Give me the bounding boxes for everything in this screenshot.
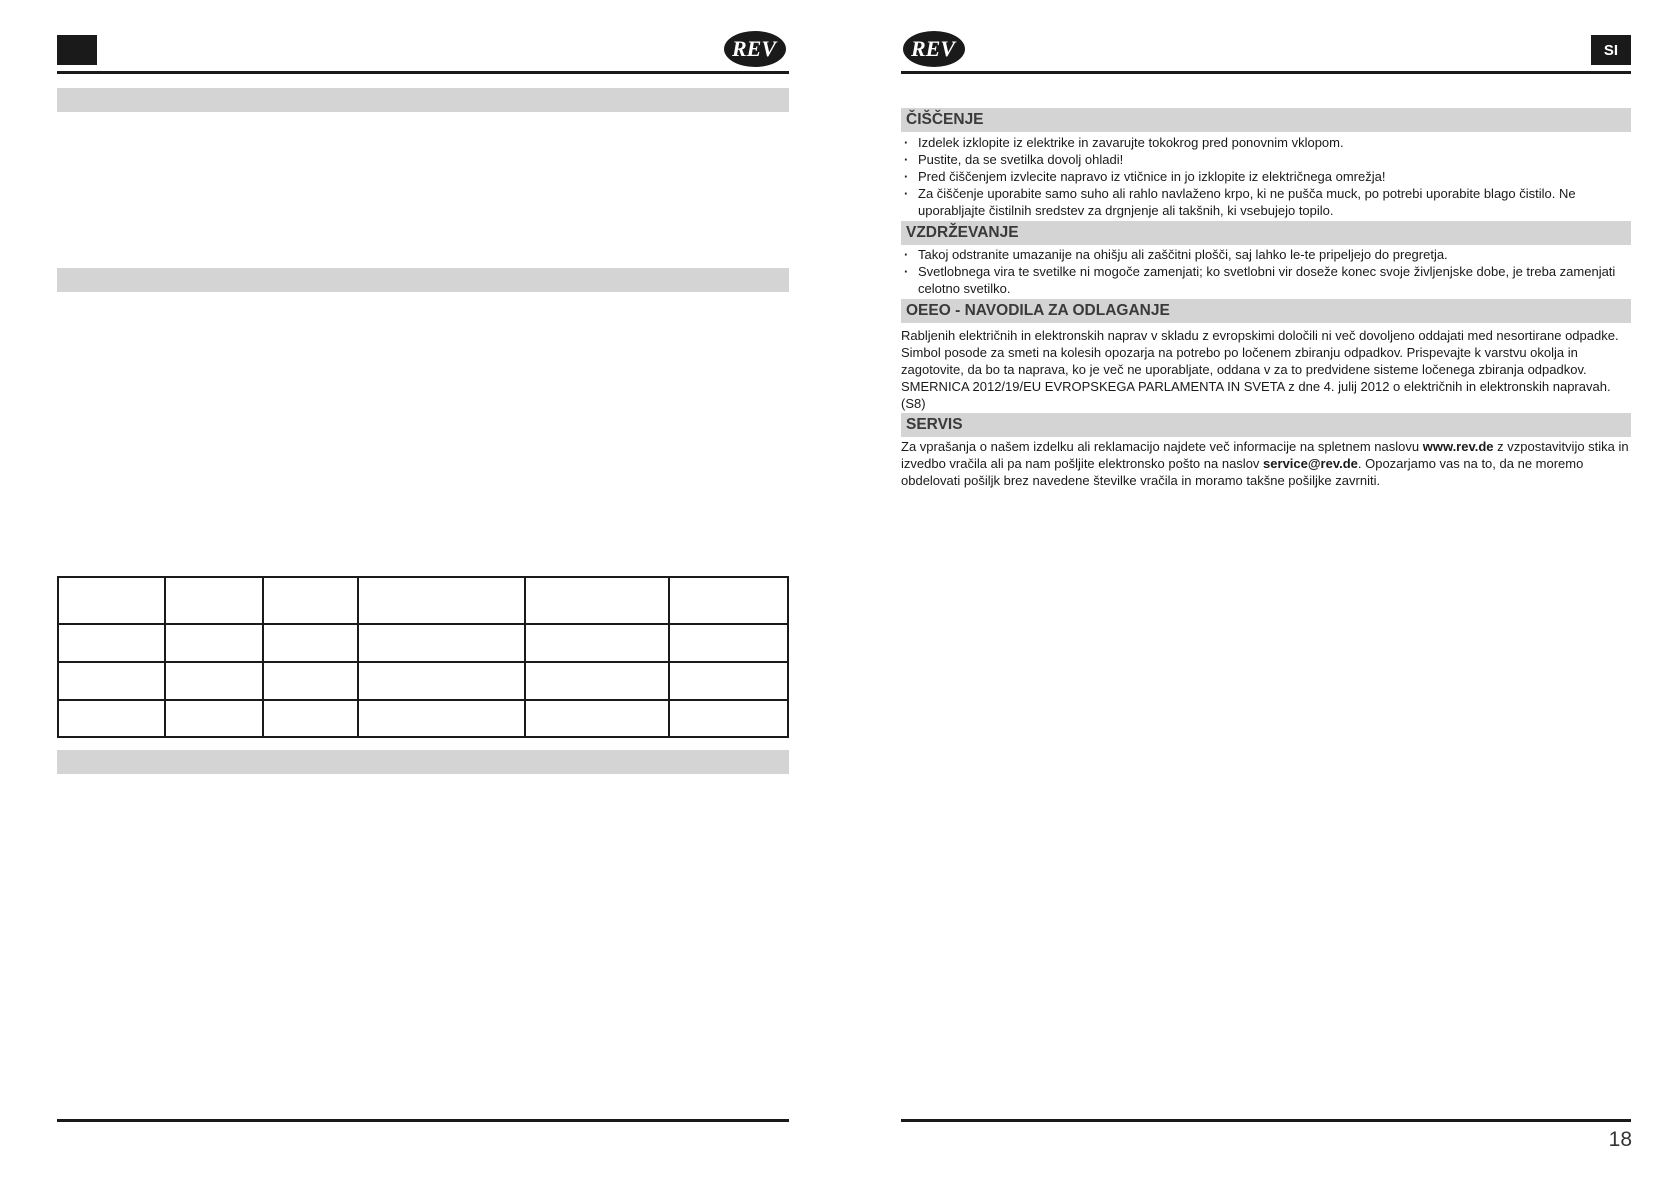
rev-logo-right (901, 27, 967, 69)
section-title-cleaning: ČIŠČENJE (901, 108, 1631, 132)
logo-text: REV (910, 36, 956, 61)
website-link[interactable]: www.rev.de (1422, 439, 1494, 454)
left-section-bar-1 (57, 88, 789, 112)
list-item: · Izdelek izklopite iz elektrike in zavarujte tokokrog pred ponovnim vklopom. (901, 134, 1631, 151)
section-title-maintenance: VZDRŽEVANJE (901, 221, 1631, 245)
service-text-part: . Opozarjamo vas na to, da ne moremo obdelovati pošiljk brez navedene številke vračila in moramo takšne pošiljke zavrniti. (901, 456, 1584, 488)
right-header-rule (901, 71, 1631, 74)
rev-logo-left (722, 27, 788, 69)
list-item: · Za čiščenje uporabite samo suho ali rahlo navlaženo krpo, ki ne pušča muck, po potrebi uporabite blago čistilo. Ne uporabljajte čistilnih sredstev za drgnjenje ali takšnih, ki vsebujejo topilo. (901, 185, 1631, 219)
right-footer-rule (901, 1119, 1631, 1122)
left-footer-rule (57, 1119, 789, 1122)
page-number: 18 (1608, 1128, 1632, 1151)
section-title-disposal: OEEO - NAVODILA ZA ODLAGANJE (901, 299, 1631, 323)
language-tag: SI (1591, 35, 1631, 65)
left-section-bar-3 (57, 750, 789, 774)
service-text-part: z vzpostavitvijo stika in izvedbo vračila ali pa nam pošljite elektronsko pošto na naslov (901, 439, 1629, 471)
logo-text: REV (731, 36, 777, 61)
service-text (901, 438, 1631, 489)
service-text-part: Za vprašanja o našem izdelku ali reklamacijo najdete več informacije na spletnem naslovu (901, 439, 1423, 454)
list-item: · Pred čiščenjem izvlecite napravo iz vtičnice in jo izklopite iz električnega omrežja! (901, 168, 1631, 185)
disposal-text: Rabljenih električnih in elektronskih naprav v skladu z evropskimi določili ni več dovoljeno oddajati med nesortirane odpadke. Simbol posode za smeti na kolesih opozarja na potrebo po ločenem zbiranju odpadkov. Prispevajte k varstvu okolja in zagotovite, da bo ta naprava, ko je več ne uporabljate, oddana v za to predvidene sisteme ločenega zbiranja odpadkov. SMERNICA 2012/19/EU EVROPSKEGA PARLAMENTA IN SVETA z dne 4. julij 2012 o električnih in elektronskih napravah. (S8) (901, 328, 1619, 411)
list-item: · Svetlobnega vira te svetilke ni mogoče zamenjati; ko svetlobni vir doseže konec svoje življenjske dobe, je treba zamenjati celotno svetilko. (901, 263, 1631, 297)
maintenance-list (901, 246, 1631, 297)
left-empty-table (57, 576, 789, 738)
email-link[interactable]: service@rev.de (1263, 456, 1358, 471)
list-item: · Takoj odstranite umazanije na ohišju ali zaščitni plošči, saj lahko le-te pripeljejo do pregretja. (901, 246, 1631, 263)
left-header-rule (57, 71, 789, 74)
cleaning-list (901, 134, 1631, 219)
list-item: · Pustite, da se svetilka dovolj ohladi! (901, 151, 1631, 168)
left-section-bar-2 (57, 268, 789, 292)
section-title-service: SERVIS (901, 413, 1631, 437)
left-language-tag (57, 35, 97, 65)
